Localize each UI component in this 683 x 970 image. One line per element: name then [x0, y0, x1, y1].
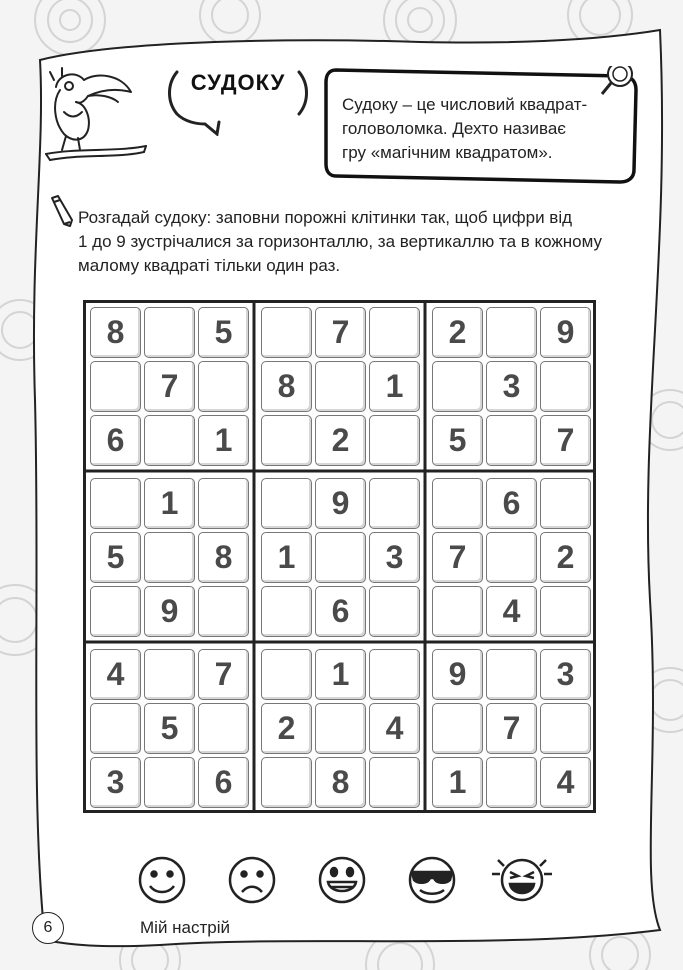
mood-faces — [130, 852, 590, 912]
sudoku-given-cell: 7 — [315, 307, 366, 358]
sudoku-given-cell: 9 — [432, 649, 483, 700]
sudoku-given-cell: 2 — [540, 532, 591, 583]
sudoku-empty-cell[interactable] — [369, 478, 420, 529]
sudoku-empty-cell[interactable] — [486, 415, 537, 466]
grin-face-icon[interactable] — [320, 858, 364, 902]
sudoku-empty-cell[interactable] — [369, 586, 420, 637]
sudoku-given-cell: 8 — [315, 757, 366, 808]
sudoku-empty-cell[interactable] — [486, 532, 537, 583]
info-text — [342, 93, 610, 165]
instruction-line: 1 до 9 зустрічалися за горизонталлю, за вертикаллю та в кожному — [78, 232, 602, 251]
cool-sunglasses-face-icon[interactable] — [410, 858, 454, 902]
sad-face-icon[interactable] — [230, 858, 274, 902]
sudoku-given-cell: 8 — [90, 307, 141, 358]
sudoku-empty-cell[interactable] — [198, 703, 249, 754]
sudoku-given-cell: 1 — [261, 532, 312, 583]
sudoku-empty-cell[interactable] — [198, 478, 249, 529]
sudoku-empty-cell[interactable] — [261, 586, 312, 637]
sudoku-given-cell: 7 — [540, 415, 591, 466]
sudoku-given-cell: 9 — [540, 307, 591, 358]
sudoku-given-cell: 1 — [369, 361, 420, 412]
sudoku-empty-cell[interactable] — [90, 703, 141, 754]
sudoku-empty-cell[interactable] — [261, 649, 312, 700]
sudoku-given-cell: 3 — [369, 532, 420, 583]
sudoku-given-cell: 1 — [198, 415, 249, 466]
sudoku-given-cell: 1 — [432, 757, 483, 808]
pencil-icon — [48, 194, 74, 228]
page-title: СУДОКУ — [190, 70, 286, 95]
sudoku-given-cell: 5 — [198, 307, 249, 358]
toucan-mascot-icon — [36, 62, 151, 172]
sudoku-empty-cell[interactable] — [486, 307, 537, 358]
sudoku-empty-cell[interactable] — [144, 757, 195, 808]
info-line: Судоку – це числовий квадрат- — [342, 95, 588, 114]
page-number: 6 — [32, 912, 64, 944]
sudoku-empty-cell[interactable] — [369, 649, 420, 700]
sudoku-given-cell: 8 — [198, 532, 249, 583]
sudoku-given-cell: 4 — [540, 757, 591, 808]
sudoku-given-cell: 4 — [90, 649, 141, 700]
smile-face-icon[interactable] — [140, 858, 184, 902]
sudoku-given-cell: 1 — [144, 478, 195, 529]
sudoku-empty-cell[interactable] — [369, 307, 420, 358]
instruction-line: малому квадраті тільки один раз. — [78, 256, 341, 275]
sudoku-given-cell: 3 — [486, 361, 537, 412]
sudoku-empty-cell[interactable] — [144, 649, 195, 700]
sudoku-empty-cell[interactable] — [369, 415, 420, 466]
sudoku-grid — [83, 300, 596, 813]
mood-label: Мій настрій — [140, 918, 231, 937]
sudoku-given-cell: 4 — [486, 586, 537, 637]
info-line: гру «магічним квадратом». — [342, 143, 553, 162]
sudoku-given-cell: 8 — [261, 361, 312, 412]
sudoku-empty-cell[interactable] — [540, 703, 591, 754]
sudoku-given-cell: 7 — [486, 703, 537, 754]
sudoku-empty-cell[interactable] — [315, 532, 366, 583]
sudoku-empty-cell[interactable] — [144, 415, 195, 466]
sudoku-given-cell: 3 — [540, 649, 591, 700]
sudoku-empty-cell[interactable] — [198, 586, 249, 637]
sudoku-empty-cell[interactable] — [432, 478, 483, 529]
sudoku-empty-cell[interactable] — [261, 757, 312, 808]
sudoku-given-cell: 3 — [90, 757, 141, 808]
sudoku-given-cell: 2 — [261, 703, 312, 754]
sudoku-empty-cell[interactable] — [90, 586, 141, 637]
sudoku-given-cell: 6 — [486, 478, 537, 529]
sudoku-given-cell: 9 — [144, 586, 195, 637]
sudoku-empty-cell[interactable] — [261, 415, 312, 466]
sudoku-empty-cell[interactable] — [432, 361, 483, 412]
sudoku-given-cell: 7 — [198, 649, 249, 700]
sudoku-empty-cell[interactable] — [486, 649, 537, 700]
sudoku-empty-cell[interactable] — [90, 361, 141, 412]
sudoku-given-cell: 2 — [315, 415, 366, 466]
sudoku-empty-cell[interactable] — [369, 757, 420, 808]
sudoku-given-cell: 5 — [144, 703, 195, 754]
sudoku-given-cell: 6 — [315, 586, 366, 637]
sudoku-given-cell: 6 — [90, 415, 141, 466]
sudoku-given-cell: 2 — [432, 307, 483, 358]
sudoku-empty-cell[interactable] — [144, 532, 195, 583]
sudoku-empty-cell[interactable] — [198, 361, 249, 412]
sudoku-empty-cell[interactable] — [315, 361, 366, 412]
sudoku-empty-cell[interactable] — [540, 478, 591, 529]
sudoku-empty-cell[interactable] — [432, 586, 483, 637]
instructions — [78, 206, 618, 278]
sudoku-empty-cell[interactable] — [261, 478, 312, 529]
info-line: головоломка. Дехто називає — [342, 119, 566, 138]
sudoku-given-cell: 7 — [432, 532, 483, 583]
sudoku-given-cell: 5 — [90, 532, 141, 583]
sudoku-given-cell: 5 — [432, 415, 483, 466]
sudoku-empty-cell[interactable] — [144, 307, 195, 358]
sudoku-given-cell: 9 — [315, 478, 366, 529]
sudoku-empty-cell[interactable] — [540, 361, 591, 412]
sudoku-empty-cell[interactable] — [315, 703, 366, 754]
sudoku-empty-cell[interactable] — [90, 478, 141, 529]
laughing-face-icon[interactable] — [492, 860, 552, 900]
instruction-line: Розгадай судоку: заповни порожні клітинки так, щоб цифри від — [78, 208, 573, 227]
sudoku-given-cell: 1 — [315, 649, 366, 700]
sudoku-empty-cell[interactable] — [432, 703, 483, 754]
sudoku-empty-cell[interactable] — [486, 757, 537, 808]
sudoku-given-cell: 7 — [144, 361, 195, 412]
sudoku-empty-cell[interactable] — [540, 586, 591, 637]
sudoku-given-cell: 6 — [198, 757, 249, 808]
sudoku-given-cell: 4 — [369, 703, 420, 754]
sudoku-empty-cell[interactable] — [261, 307, 312, 358]
